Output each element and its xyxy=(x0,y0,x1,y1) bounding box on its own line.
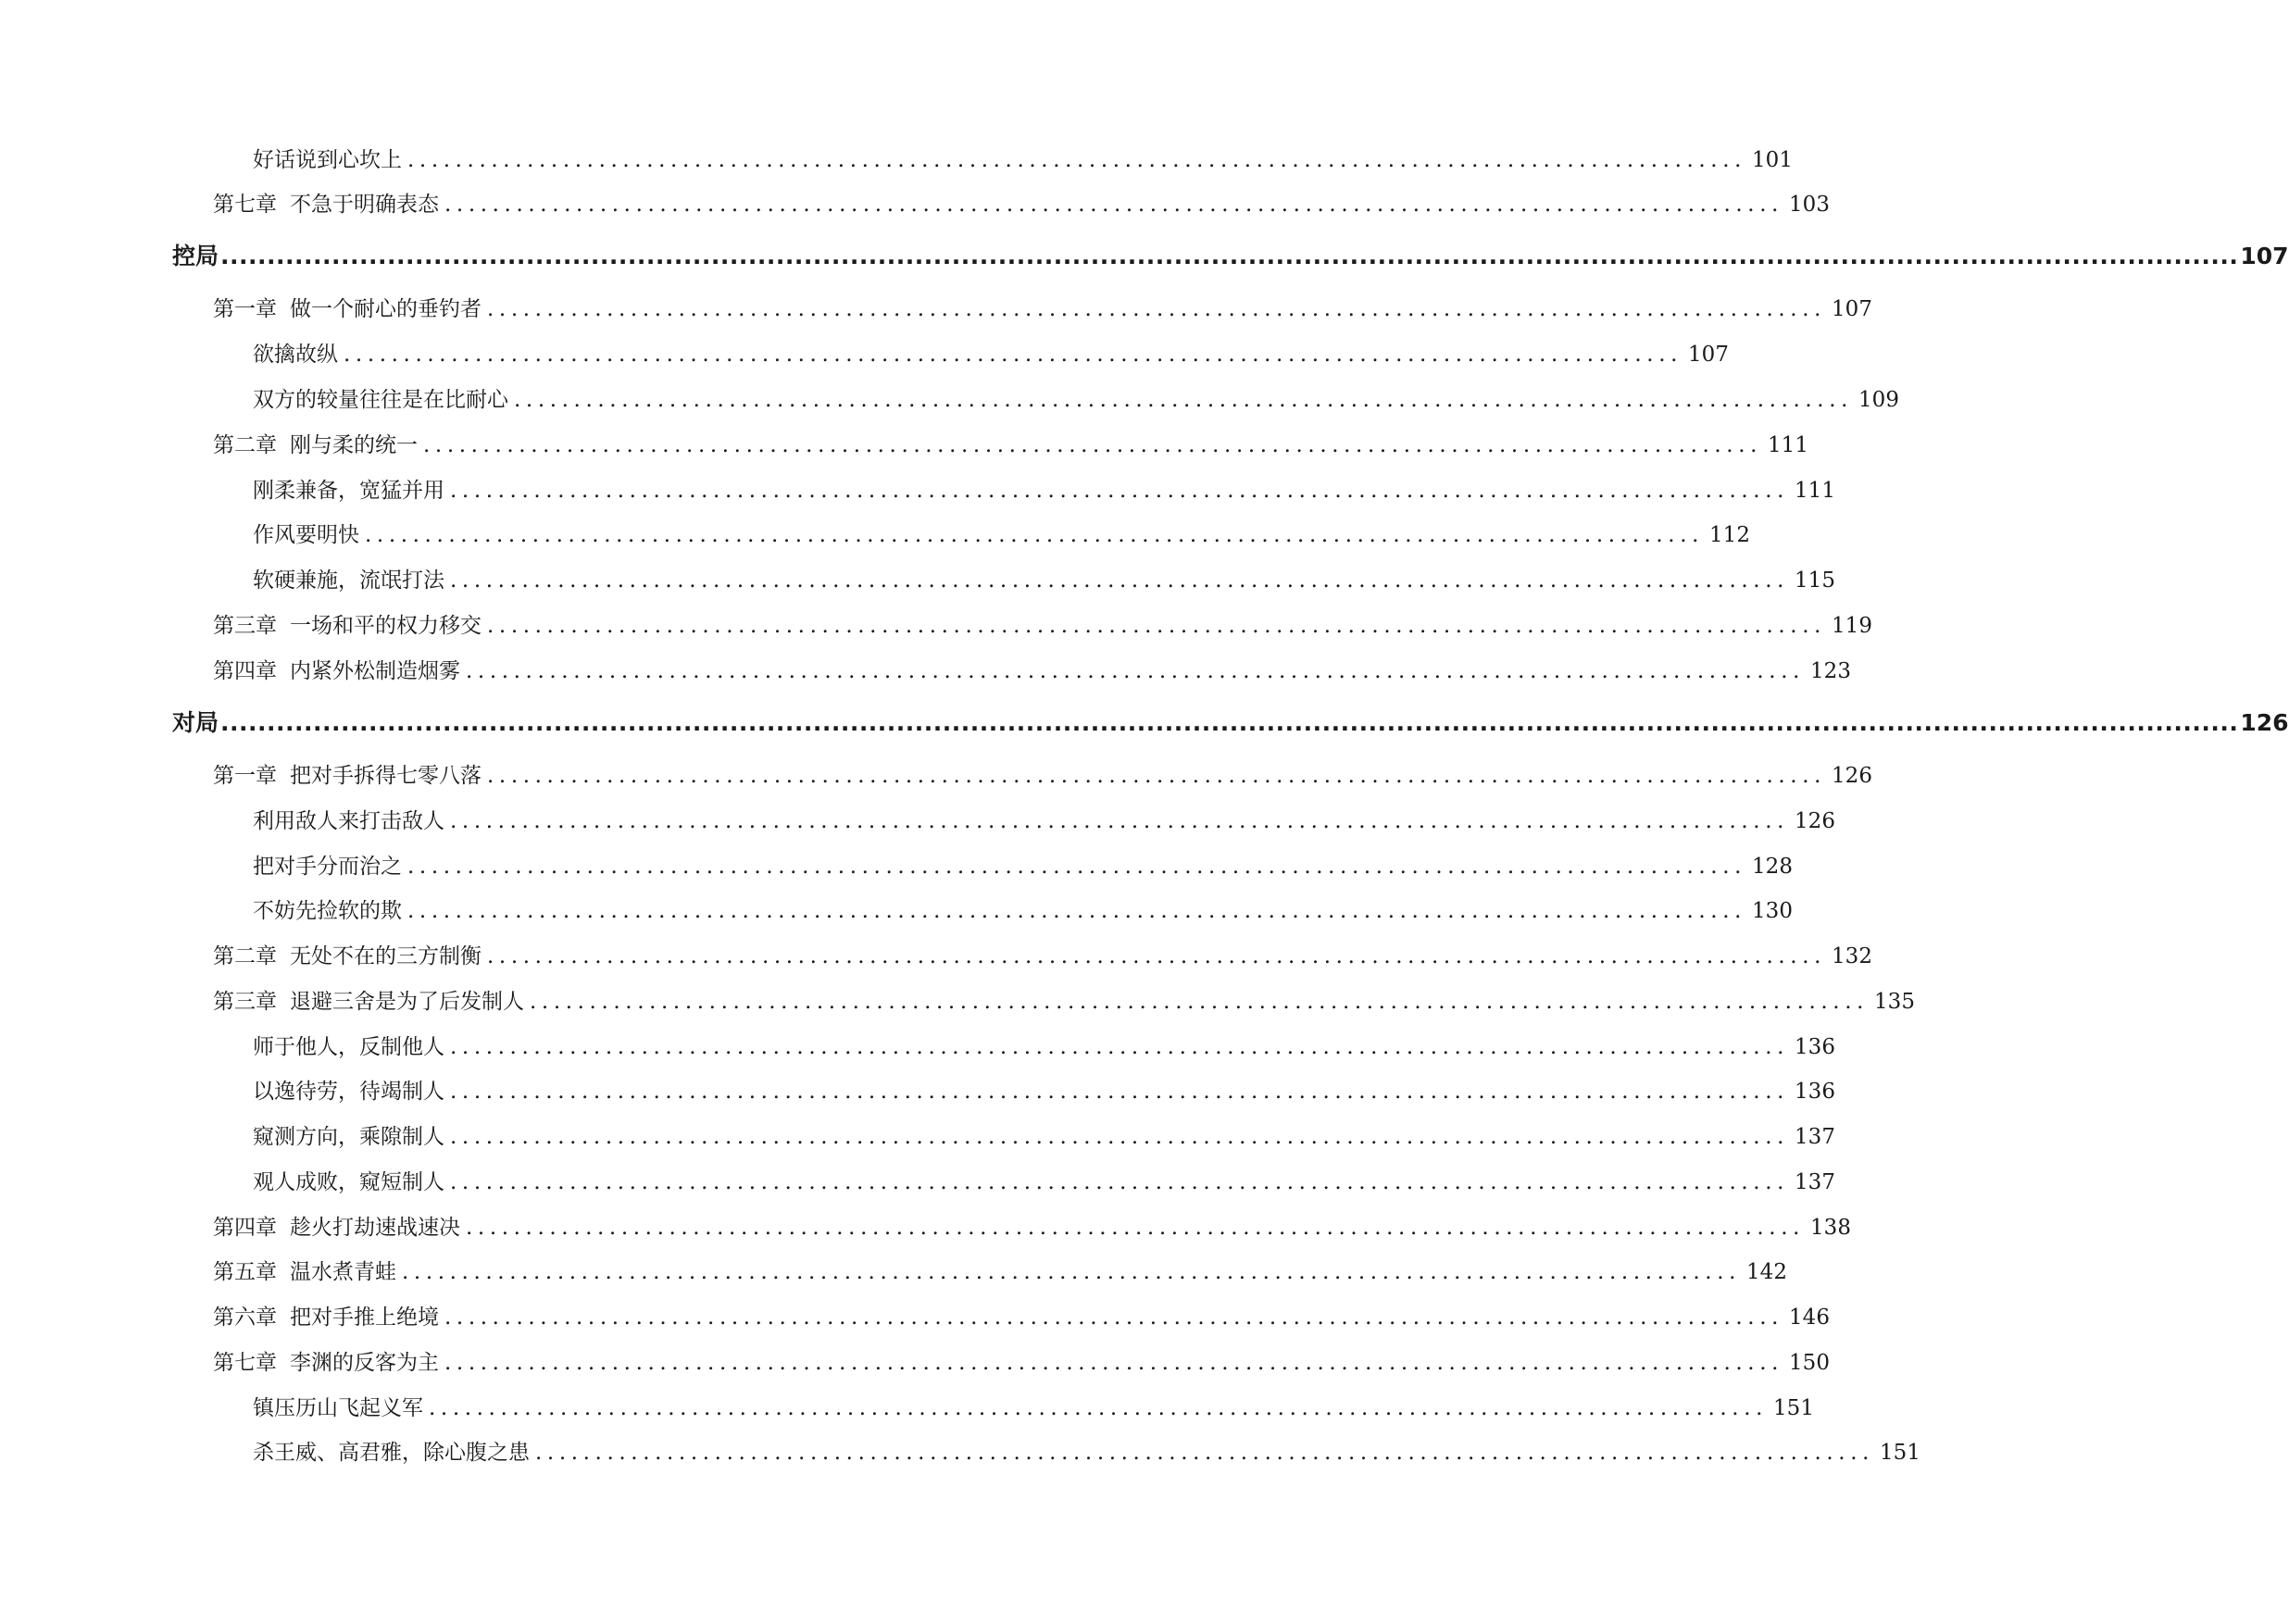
toc-entry-title: 退避三舍是为了后发制人 xyxy=(290,990,524,1014)
dot-leader: .......................................................................................................................................................................................................................... xyxy=(220,243,2239,269)
chapter-number: 第六章 xyxy=(213,1305,277,1330)
toc-entry-title: 无处不在的三方制衡 xyxy=(290,944,482,968)
toc-entry[interactable] xyxy=(213,1349,1830,1377)
dot-leader: ................................................................................................................ xyxy=(450,809,1790,833)
toc-entry-title: 利用敌人来打击敌人 xyxy=(253,809,444,833)
dot-leader: ................................................................................................................ xyxy=(466,659,1806,683)
toc-entry-title: 以逸待劳，待竭制人 xyxy=(253,1080,444,1104)
toc-entry-page: 130 xyxy=(1752,899,1793,923)
dot-leader: ................................................................................................................ xyxy=(423,433,1763,457)
toc-entry[interactable] xyxy=(213,1258,1787,1286)
toc-entry-title: 好话说到心坎上 xyxy=(253,148,402,172)
toc-entry[interactable] xyxy=(213,295,1872,323)
dot-leader: ................................................................................................................ xyxy=(444,1351,1784,1375)
toc-entry[interactable] xyxy=(253,853,1793,881)
toc-entry-page: 112 xyxy=(1709,523,1750,547)
toc-entry[interactable] xyxy=(253,567,1835,594)
toc-entry-page: 107 xyxy=(1832,297,1872,321)
toc-entry-page: 111 xyxy=(1768,433,1808,457)
toc-entry[interactable] xyxy=(253,1168,1835,1196)
toc-entry-page: 136 xyxy=(1795,1035,1835,1059)
toc-entry-page: 107 xyxy=(1688,343,1729,367)
chapter-number: 第五章 xyxy=(213,1260,277,1284)
toc-entry-title: 杀王威、高君雅，除心腹之患 xyxy=(253,1441,530,1465)
toc-entry[interactable] xyxy=(253,477,1835,505)
dot-leader: ................................................................................................................ xyxy=(450,1035,1790,1059)
toc-entry-page: 103 xyxy=(1789,193,1830,217)
toc-entry-page: 150 xyxy=(1789,1351,1830,1375)
toc-entry[interactable] xyxy=(253,807,1835,835)
toc-entry-page: 137 xyxy=(1795,1125,1835,1149)
chapter-number: 第三章 xyxy=(213,990,277,1014)
chapter-number: 第二章 xyxy=(213,944,277,968)
toc-entry-title: 把对手拆得七零八落 xyxy=(290,764,482,788)
toc-entry-title: 窥测方向，乘隙制人 xyxy=(253,1125,444,1149)
toc-entry-page: 142 xyxy=(1746,1260,1787,1284)
toc-entry[interactable] xyxy=(253,1078,1835,1106)
toc-entry-page: 136 xyxy=(1795,1080,1835,1104)
dot-leader: ................................................................................................................ xyxy=(450,1170,1790,1194)
toc-entry-page: 107 xyxy=(2240,243,2289,269)
chapter-number: 第一章 xyxy=(213,764,277,788)
toc-entry-title: 刚与柔的统一 xyxy=(290,433,418,457)
toc-entry-title: 一场和平的权力移交 xyxy=(290,614,482,638)
toc-entry-page: 101 xyxy=(1752,148,1793,172)
toc-entry[interactable] xyxy=(213,431,1808,459)
toc-entry-page: 111 xyxy=(1795,479,1835,503)
dot-leader: ................................................................................................................ xyxy=(344,343,1683,367)
dot-leader: ................................................................................................................ xyxy=(407,899,1747,923)
dot-leader: .......................................................................................................................................................................................................................... xyxy=(220,709,2239,736)
toc-entry[interactable] xyxy=(253,1033,1835,1061)
toc-entry[interactable] xyxy=(253,897,1793,925)
toc-entry-page: 123 xyxy=(1810,659,1851,683)
toc-entry-title: 温水煮青蛙 xyxy=(290,1260,396,1284)
toc-entry[interactable] xyxy=(213,1214,1851,1242)
toc-entry-title: 内紧外松制造烟雾 xyxy=(290,659,460,683)
dot-leader: ................................................................................................................ xyxy=(365,523,1705,547)
toc-entry-page: 126 xyxy=(1832,764,1872,788)
dot-leader: ................................................................................................................ xyxy=(487,944,1827,968)
toc-entry-title: 作风要明快 xyxy=(253,523,359,547)
toc-entry-page: 126 xyxy=(2240,709,2289,736)
dot-leader: ................................................................................................................ xyxy=(450,568,1790,593)
toc-entry[interactable] xyxy=(253,521,1750,549)
dot-leader: ................................................................................................................ xyxy=(487,764,1827,788)
dot-leader: ................................................................................................................ xyxy=(444,1305,1784,1330)
toc-part-entry[interactable] xyxy=(172,709,2289,737)
chapter-number: 第三章 xyxy=(213,614,277,638)
dot-leader: ................................................................................................................ xyxy=(487,297,1827,321)
toc-entry-title: 师于他人，反制他人 xyxy=(253,1035,444,1059)
toc-entry[interactable] xyxy=(213,1304,1830,1331)
toc-entry[interactable] xyxy=(253,146,1793,174)
toc-entry-page: 146 xyxy=(1789,1305,1830,1330)
part-title: 对局 xyxy=(172,709,219,736)
dot-leader: ................................................................................................................ xyxy=(407,148,1747,172)
toc-entry-title: 欲擒故纵 xyxy=(253,343,338,367)
toc-entry[interactable] xyxy=(213,988,1915,1016)
toc-entry-title: 镇压历山飞起义军 xyxy=(253,1396,423,1420)
toc-entry[interactable] xyxy=(213,943,1872,970)
toc-entry-title: 不妨先捡软的欺 xyxy=(253,899,402,923)
toc-entry-page: 115 xyxy=(1795,568,1835,593)
toc-entry-page: 137 xyxy=(1795,1170,1835,1194)
dot-leader: ................................................................................................................ xyxy=(530,990,1870,1014)
part-title: 控局 xyxy=(172,243,219,269)
toc-entry-page: 138 xyxy=(1810,1216,1851,1240)
toc-entry-title: 双方的较量往往是在比耐心 xyxy=(253,388,508,412)
dot-leader: ................................................................................................................ xyxy=(407,855,1747,879)
toc-entry-title: 不急于明确表态 xyxy=(290,193,439,217)
toc-entry-page: 119 xyxy=(1832,614,1872,638)
toc-entry-title: 做一个耐心的垂钓者 xyxy=(290,297,482,321)
toc-entry-page: 151 xyxy=(1773,1396,1814,1420)
dot-leader: ................................................................................................................ xyxy=(535,1441,1875,1465)
toc-entry-title: 刚柔兼备，宽猛并用 xyxy=(253,479,444,503)
toc-entry[interactable] xyxy=(213,191,1830,219)
chapter-number: 第二章 xyxy=(213,433,277,457)
toc-entry[interactable] xyxy=(253,1394,1814,1422)
toc-entry-title: 李渊的反客为主 xyxy=(290,1351,439,1375)
toc-part-entry[interactable] xyxy=(172,243,2289,270)
toc-entry[interactable] xyxy=(213,657,1851,685)
chapter-number: 第四章 xyxy=(213,1216,277,1240)
dot-leader: ................................................................................................................ xyxy=(487,614,1827,638)
toc-entry-page: 109 xyxy=(1858,388,1899,412)
dot-leader: ................................................................................................................ xyxy=(402,1260,1742,1284)
chapter-number: 第七章 xyxy=(213,193,277,217)
toc-entry-page: 135 xyxy=(1874,990,1915,1014)
toc-entry[interactable] xyxy=(213,762,1872,790)
toc-entry-page: 151 xyxy=(1880,1441,1920,1465)
chapter-number: 第七章 xyxy=(213,1351,277,1375)
toc-entry[interactable] xyxy=(253,341,1729,369)
chapter-number: 第四章 xyxy=(213,659,277,683)
toc-entry-page: 128 xyxy=(1752,855,1793,879)
dot-leader: ................................................................................................................ xyxy=(429,1396,1769,1420)
dot-leader: ................................................................................................................ xyxy=(466,1216,1806,1240)
toc-entry[interactable] xyxy=(213,612,1872,640)
toc-entry-title: 趁火打劫速战速决 xyxy=(290,1216,460,1240)
toc-entry-page: 132 xyxy=(1832,944,1872,968)
dot-leader: ................................................................................................................ xyxy=(444,193,1784,217)
toc-entry[interactable] xyxy=(253,1123,1835,1151)
toc-entry-page: 126 xyxy=(1795,809,1835,833)
dot-leader: ................................................................................................................ xyxy=(514,388,1854,412)
dot-leader: ................................................................................................................ xyxy=(450,1125,1790,1149)
dot-leader: ................................................................................................................ xyxy=(450,479,1790,503)
toc-entry-title: 观人成败，窥短制人 xyxy=(253,1170,444,1194)
toc-entry-title: 把对手分而治之 xyxy=(253,855,402,879)
dot-leader: ................................................................................................................ xyxy=(450,1080,1790,1104)
chapter-number: 第一章 xyxy=(213,297,277,321)
toc-entry[interactable] xyxy=(253,1439,1920,1467)
toc-entry-title: 把对手推上绝境 xyxy=(290,1305,439,1330)
toc-entry[interactable] xyxy=(253,386,1899,414)
toc-entry-title: 软硬兼施，流氓打法 xyxy=(253,568,444,593)
